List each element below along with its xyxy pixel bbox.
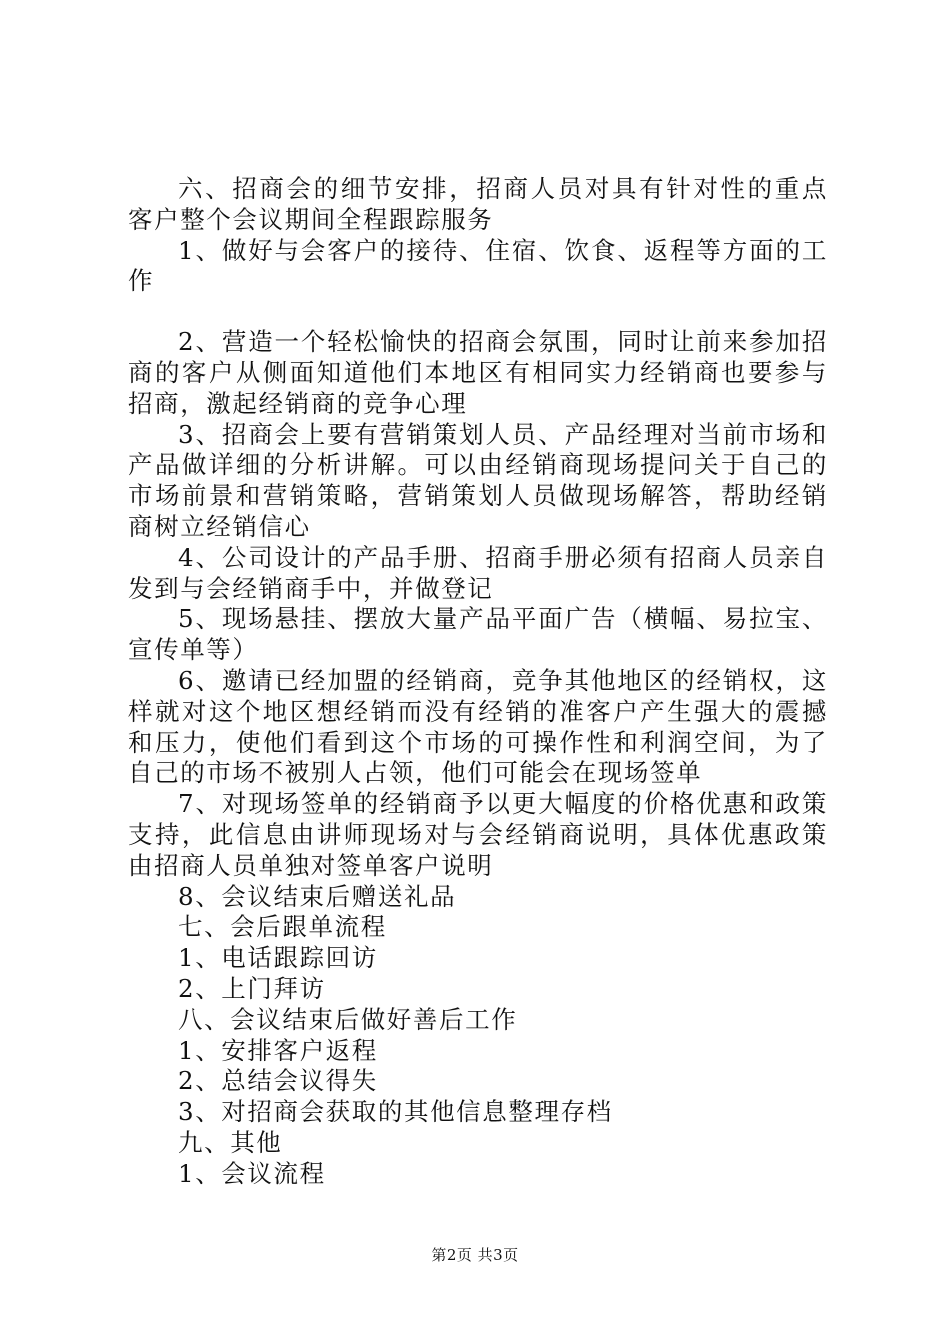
section-heading-8: 八、会议结束后做好善后工作 <box>178 1004 518 1034</box>
list-item: 2、上门拜访 <box>178 973 326 1003</box>
list-item: 2、营造一个轻松愉快的招商会氛围，同时让前来参加招商的客户从侧面知道他们本地区有相同实力经销商也要参与招商，激起经销商的竞争心理 <box>128 327 828 418</box>
section-heading-6: 六、招商会的细节安排，招商人员对具有针对性的重点客户整个会议期间全程跟踪服务 <box>128 174 828 234</box>
list-item: 7、对现场签单的经销商予以更大幅度的价格优惠和政策支持，此信息由讲师现场对与会经销商说明，具体优惠政策由招商人员单独对签单客户说明 <box>128 789 828 880</box>
list-item: 5、现场悬挂、摆放大量产品平面广告（横幅、易拉宝、宣传单等） <box>128 604 828 665</box>
list-item: 3、对招商会获取的其他信息整理存档 <box>178 1097 613 1127</box>
section-heading-9: 九、其他 <box>178 1127 283 1157</box>
section-heading-7: 七、会后跟单流程 <box>178 912 387 942</box>
page-number: 第2页 共3页 <box>431 1246 519 1264</box>
list-item: 8、会议结束后赠送礼品 <box>178 881 457 911</box>
list-item: 3、招商会上要有营销策划人员、产品经理对当前市场和产品做详细的分析讲解。可以由经销商现场提问关于自己的市场前景和营销策略，营销策划人员做现场解答，帮助经销商树立经销信心 <box>128 419 828 541</box>
list-item: 1、会议流程 <box>178 1158 326 1188</box>
list-item: 6、邀请已经加盟的经销商，竞争其他地区的经销权，这样就对这个地区想经销而没有经销的准客户产生强大的震撼和压力，使他们看到这个市场的可操作性和利润空间，为了自己的市场不被别人占领，他们可能会在现场签单 <box>128 665 828 788</box>
list-item: 4、公司设计的产品手册、招商手册必须有招商人员亲自发到与会经销商手中，并做登记 <box>128 542 828 603</box>
list-item: 1、做好与会客户的接待、住宿、饮食、返程等方面的工作 <box>128 235 828 296</box>
list-item: 2、总结会议得失 <box>178 1066 378 1096</box>
list-item: 1、电话跟踪回访 <box>178 943 378 973</box>
document-body <box>128 174 828 1190</box>
page-footer <box>0 1244 950 1265</box>
list-item: 1、安排客户返程 <box>178 1035 378 1065</box>
